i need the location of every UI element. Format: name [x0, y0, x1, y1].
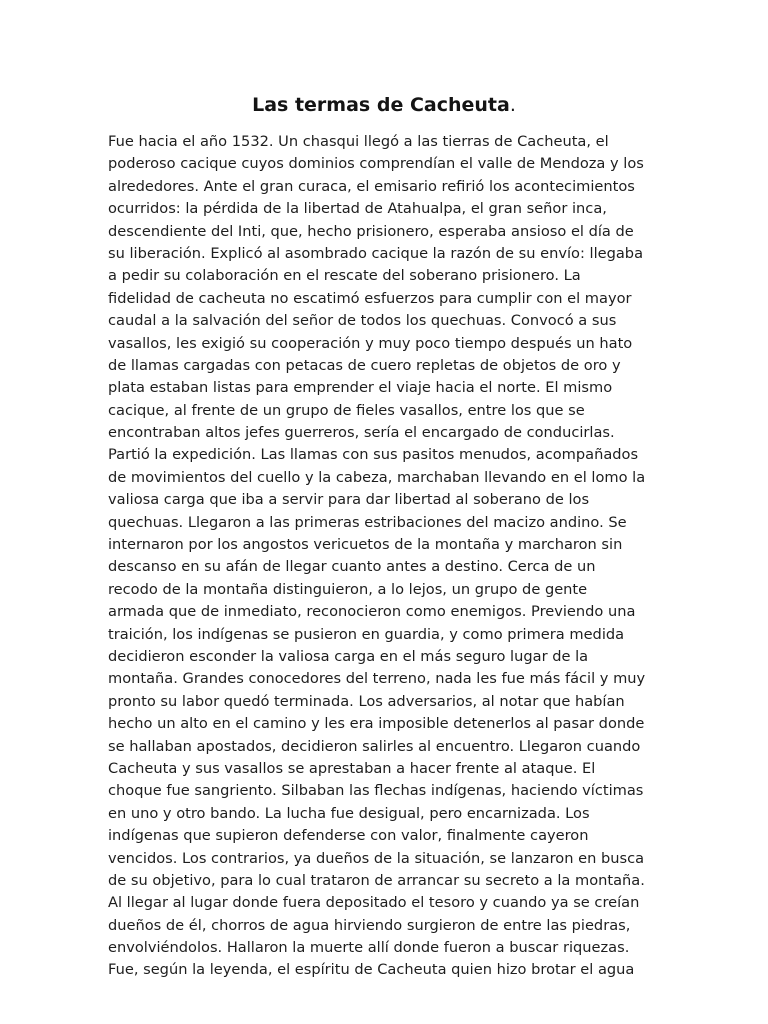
text-line: poderoso cacique cuyos dominios comprendían el valle de Mendoza y los — [108, 155, 644, 173]
text-line: su liberación. Explicó al asombrado cacique la razón de su envío: llegaba — [108, 244, 644, 262]
text-line: ocurridos: la pérdida de la libertad de Atahualpa, el gran señor inca, — [108, 200, 607, 218]
text-line: Fue, según la leyenda, el espíritu de Cacheuta quien hizo brotar el agua — [108, 961, 635, 979]
title-text: Las termas de Cacheuta — [252, 94, 510, 116]
text-line: a pedir su colaboración en el rescate del soberano prisionero. La — [108, 267, 581, 285]
text-line: cacique, al frente de un grupo de fieles vasallos, entre los que se — [108, 401, 585, 419]
text-line: Partió la expedición. Las llamas con sus pasitos menudos, acompañados — [108, 446, 639, 464]
text-line: envolviéndolos. Hallaron la muerte allí donde fueron a buscar riquezas. — [108, 939, 630, 957]
text-line: fidelidad de cacheuta no escatimó esfuerzos para cumplir con el mayor — [108, 289, 632, 307]
text-line: quechuas. Llegaron a las primeras estribaciones del macizo andino. Se — [108, 513, 627, 531]
text-line: pronto su labor quedó terminada. Los adversarios, al notar que habían — [108, 692, 625, 710]
text-line: vasallos, les exigió su cooperación y muy poco tiempo después un hato — [108, 334, 633, 352]
text-line: decidieron esconder la valiosa carga en el más seguro lugar de la — [108, 647, 589, 665]
document-title — [0, 90, 768, 120]
text-line: internaron por los angostos vericuetos de la montaña y marcharon sin — [108, 536, 623, 554]
text-line: encontraban altos jefes guerreros, sería el encargado de conducirlas. — [108, 424, 615, 442]
text-line: en uno y otro bando. La lucha fue desigual, pero encarnizada. Los — [108, 804, 590, 822]
text-line: de movimientos del cuello y la cabeza, marchaban llevando en el lomo la — [108, 468, 646, 486]
text-line: caudal a la salvación del señor de todos los quechuas. Convocó a sus — [108, 312, 617, 330]
text-line: se hallaban apostados, decidieron salirles al encuentro. Llegaron cuando — [108, 737, 641, 755]
text-line: Al llegar al lugar donde fuera depositado el tesoro y cuando ya se creían — [108, 894, 640, 912]
text-line: de llamas cargadas con petacas de cuero repletas de objetos de oro y — [108, 356, 621, 374]
text-line: vencidos. Los contrarios, ya dueños de la situación, se lanzaron en busca — [108, 849, 645, 867]
text-line: montaña. Grandes conocedores del terreno, nada les fue más fácil y muy — [108, 670, 646, 688]
text-line: armada que de inmediato, reconocieron como enemigos. Previendo una — [108, 603, 636, 621]
text-line: valiosa carga que iba a servir para dar libertad al soberano de los — [108, 491, 590, 509]
text-line: descanso en su afán de llegar cuanto antes a destino. Cerca de un — [108, 558, 596, 576]
text-line: plata estaban listas para emprender el viaje hacia el norte. El mismo — [108, 379, 613, 397]
text-line: traición, los indígenas se pusieron en guardia, y como primera medida — [108, 625, 625, 643]
text-line: Fue hacia el año 1532. Un chasqui llegó a las tierras de Cacheuta, el — [108, 133, 609, 150]
text-line: choque fue sangriento. Silbaban las flechas indígenas, haciendo víctimas — [108, 782, 644, 800]
text-line: descendiente del Inti, que, hecho prisionero, esperaba ansioso el día de — [108, 222, 634, 240]
text-line: hecho un alto en el camino y les era imposible detenerlos al pasar donde — [108, 715, 645, 733]
text-line: alrededores. Ante el gran curaca, el emisario refirió los acontecimientos — [108, 177, 635, 195]
body-paragraph — [108, 131, 666, 982]
text-line: indígenas que supieron defenderse con valor, finalmente cayeron — [108, 827, 589, 845]
text-line: de su objetivo, para lo cual trataron de arrancar su secreto a la montaña. — [108, 871, 645, 889]
text-line: Cacheuta y sus vasallos se aprestaban a hacer frente al ataque. El — [108, 759, 596, 777]
title-period: . — [509, 94, 516, 116]
text-line: recodo de la montaña distinguieron, a lo lejos, un grupo de gente — [108, 580, 588, 598]
text-line: dueños de él, chorros de agua hirviendo surgieron de entre las piedras, — [108, 916, 631, 934]
